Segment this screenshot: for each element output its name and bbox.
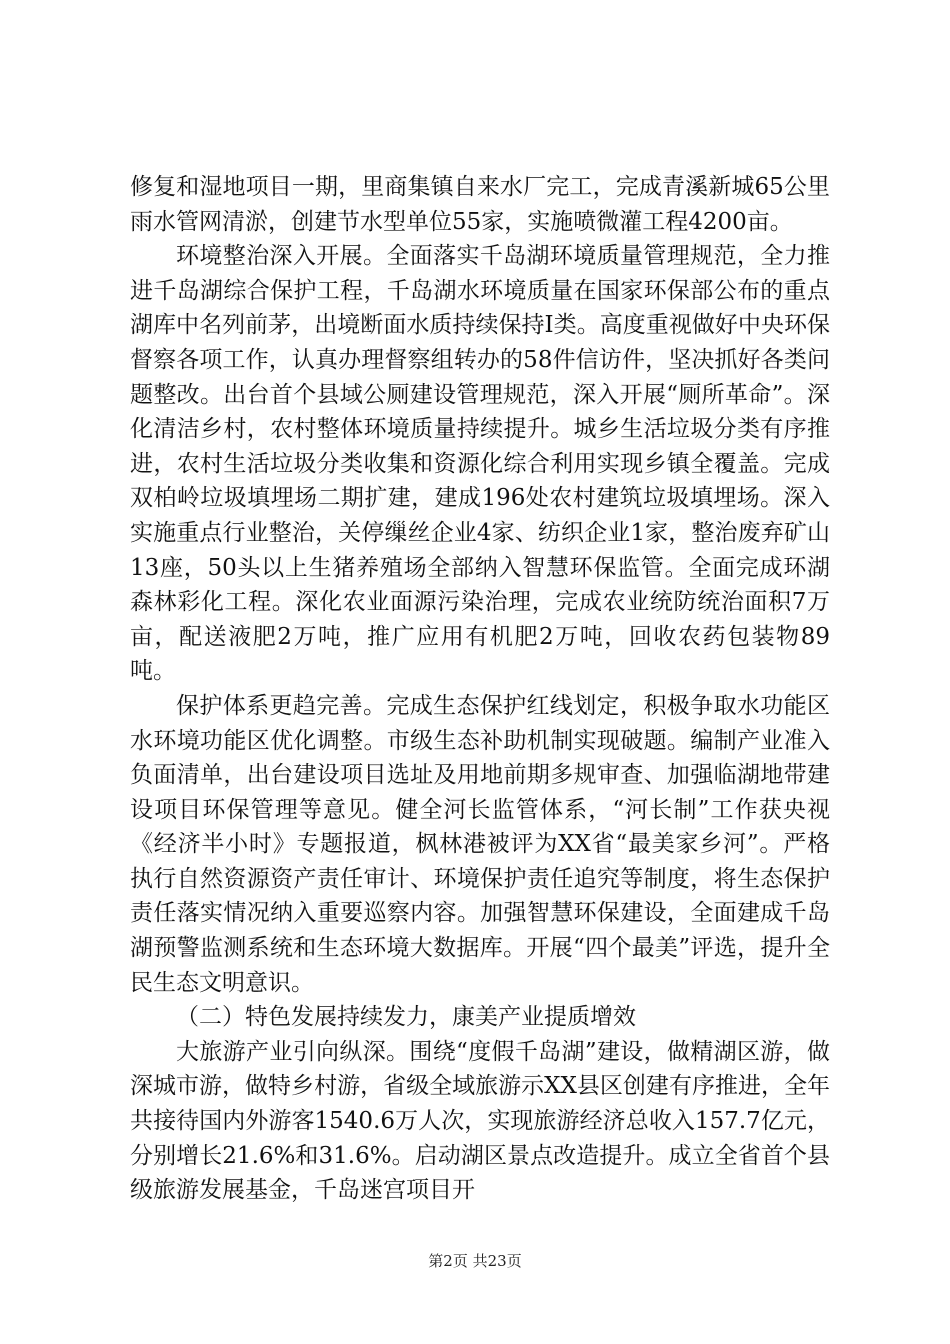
- section-heading: （二）特色发展持续发力，康美产业提质增效: [176, 1004, 636, 1031]
- page-number-footer: 第2页 共23页: [428, 1252, 522, 1270]
- paragraph: 环境整治深入开展。全面落实千岛湖环境质量管理规范，全力推进千岛湖综合保护工程，千岛湖水环境质量在国家环保部公布的重点湖库中名列前茅，出境断面水质持续保持Ⅰ类。高度重视做好中央环保督察各项工作，认真办理督察组转办的58件信访件，坚决抓好各类问题整改。出台首个县域公厕建设管理规范，深入开展“厕所革命”。深化清洁乡村，农村整体环境质量持续提升。城乡生活垃圾分类有序推进，农村生活垃圾分类收集和资源化综合利用实现乡镇全覆盖。完成双柏岭垃圾填埋场二期扩建，建成196处农村建筑垃圾填埋场。深入实施重点行业整治，关停缫丝企业4家、纺织企业1家，整治废弃矿山13座，50头以上生猪养殖场全部纳入智慧环保监管。全面完成环湖森林彩化工程。深化农业面源污染治理，完成农业统防统治面积7万亩，配送液肥2万吨，推广应用有机肥2万吨，回收农药包装物89吨。: [130, 243, 830, 685]
- paragraph: 修复和湿地项目一期，里商集镇自来水厂完工，完成青溪新城65公里雨水管网清淤，创建节水型单位55家，实施喷微灌工程4200亩。: [130, 174, 830, 235]
- paragraph: 保护体系更趋完善。完成生态保护红线划定，积极争取水功能区水环境功能区优化调整。市级生态补助机制实现破题。编制产业准入负面清单，出台建设项目选址及用地前期多规审查、加强临湖地带建设项目环保管理等意见。健全河长监管体系，“河长制”工作获央视《经济半小时》专题报道，枫林港被评为XX省“最美家乡河”。严格执行自然资源资产责任审计、环境保护责任追究等制度，将生态保护责任落实情况纳入重要巡察内容。加强智慧环保建设，全面建成千岛湖预警监测系统和生态环境大数据库。开展“四个最美”评选，提升全民生态文明意识。: [130, 692, 830, 996]
- paragraph: 大旅游产业引向纵深。围绕“度假千岛湖”建设，做精湖区游，做深城市游，做特乡村游，省级全域旅游示XX县区创建有序推进，全年共接待国内外游客1540.6万人次，实现旅游经济总收入157.7亿元，分别增长21.6%和31.6%。启动湖区景点改造提升。成立全省首个县级旅游发展基金，千岛迷宫项目开: [130, 1038, 830, 1204]
- document-body: [130, 170, 830, 1208]
